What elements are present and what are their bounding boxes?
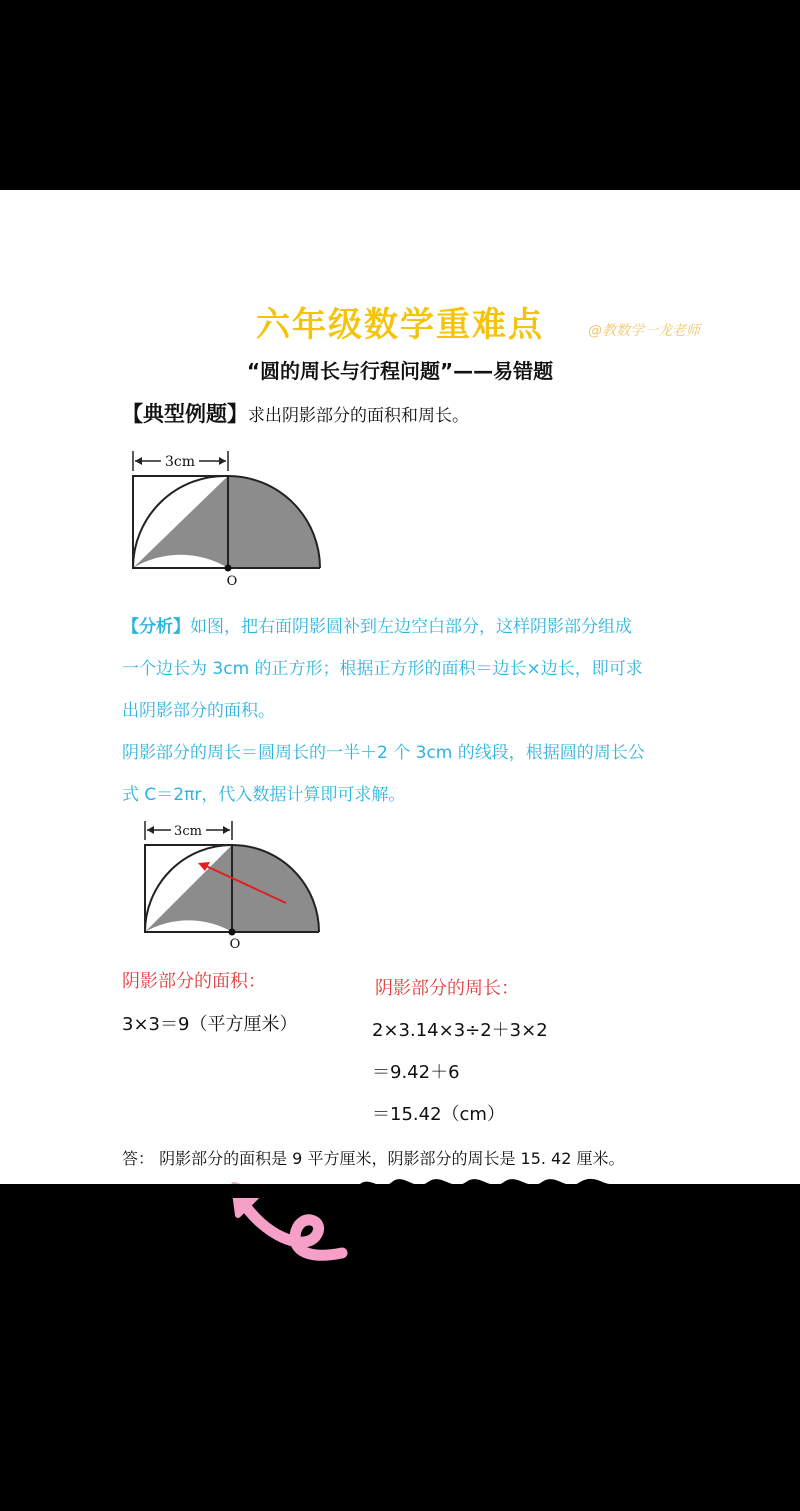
subtitle: “圆的周长与行程问题”——易错题: [246, 359, 554, 383]
cta-line-2: 共赴知识盛宴: [352, 1272, 581, 1313]
content-page: [0, 190, 800, 1313]
area-formula: 3×3＝9（平方厘米）: [122, 1014, 298, 1035]
analysis-line-4: 阴影部分的周长＝圆周长的一半＋2 个 3cm 的线段，根据圆的周长公: [122, 743, 645, 763]
dimension-arrow-left: [135, 457, 142, 465]
figure-2-right-shade: [232, 845, 319, 932]
figure-2-left-shade: [145, 845, 232, 932]
analysis-tag: 【分析】: [122, 617, 190, 637]
analysis-line-1-text: 如图，把右面阴影圆补到左边空白部分，这样阴影部分组成: [190, 617, 632, 637]
main-title: 六年级数学重难点: [256, 305, 544, 345]
example-tag: 【典型例题】: [122, 402, 248, 426]
cta-line-1: 点赞关注: [352, 1226, 505, 1267]
perimeter-step-1: 2×3.14×3÷2＋3×2: [372, 1020, 548, 1041]
figure-1: [125, 445, 335, 590]
area-heading: 阴影部分的面积：: [122, 971, 266, 992]
figure-2: [138, 815, 338, 950]
center-label: O: [226, 574, 238, 589]
dimension-2-arrow-left: [147, 826, 154, 834]
center-point-2: [229, 929, 236, 936]
figure-1-right-shade: [228, 476, 320, 568]
dimension-arrow-right: [219, 457, 226, 465]
center-point: [225, 565, 232, 572]
perimeter-heading: 阴影部分的周长：: [375, 978, 519, 999]
analysis-line-2: 一个边长为 3cm 的正方形；根据正方形的面积＝边长×边长，即可求: [122, 659, 643, 679]
perimeter-step-3: ＝15.42（cm）: [372, 1104, 505, 1125]
dimension-2-label: 3cm: [174, 824, 202, 839]
answer-line: 答： 阴影部分的面积是 9 平方厘米，阴影部分的周长是 15. 42 厘米。: [122, 1149, 625, 1168]
author-watermark: @教数学一龙老师: [588, 323, 700, 339]
dimension-label: 3cm: [164, 454, 196, 470]
dimension-2-arrow-right: [223, 826, 230, 834]
analysis-line-1: [122, 612, 632, 637]
torn-edge: [0, 1168, 800, 1198]
example-text: 求出阴影部分的面积和周长。: [248, 406, 469, 426]
figure-1-left-shade: [133, 476, 228, 568]
analysis-line-3: 出阴影部分的面积。: [122, 701, 275, 721]
example-question: [122, 398, 469, 428]
analysis-line-5: 式 C＝2πr，代入数据计算即可求解。: [122, 785, 406, 805]
perimeter-step-2: ＝9.42＋6: [372, 1062, 460, 1083]
center-label-2: O: [229, 937, 241, 952]
